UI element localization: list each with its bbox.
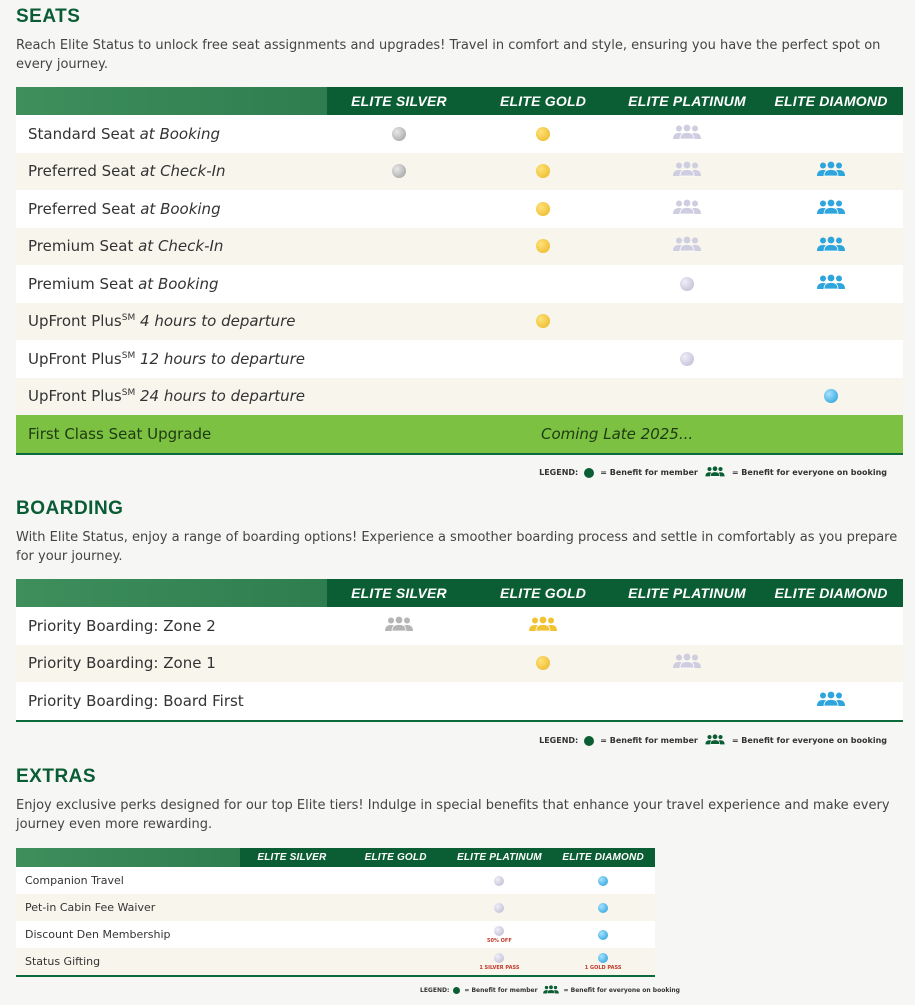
service-mark: SM: [121, 350, 136, 361]
seats-row: [16, 340, 903, 378]
seats-legend: [539, 466, 887, 479]
tier-diamond-header: ELITE DIAMOND: [562, 852, 644, 863]
benefit-name: Preferred Seat: [28, 199, 136, 218]
benefit-qualifier: at Check-In: [135, 162, 226, 181]
cell-diamond: [759, 607, 903, 645]
legend-member: = Benefit for member: [600, 468, 698, 477]
member-benefit-dot-icon: [536, 127, 550, 141]
benefit-label: [16, 692, 327, 710]
everyone-benefit-group-icon: [671, 653, 703, 673]
everyone-benefit-group-icon: [383, 616, 415, 636]
tier-gold-header: ELITE GOLD: [364, 852, 427, 863]
tier-platinum-header: ELITE PLATINUM: [456, 852, 542, 863]
cell-silver: [327, 607, 471, 645]
member-benefit-dot-icon: [598, 876, 608, 886]
benefit-label: [16, 955, 240, 968]
legend-label: LEGEND:: [539, 736, 579, 745]
seats-row: [16, 115, 903, 153]
cell-gold: [471, 303, 615, 341]
cell-platinum: [448, 921, 552, 948]
cell-gold: [471, 265, 615, 303]
cell-diamond: [551, 867, 655, 894]
benefit-name: Pet-in Cabin Fee Waiver: [25, 901, 156, 914]
cell-platinum: [615, 153, 759, 191]
service-mark: SM: [121, 388, 136, 399]
cell-diamond: [759, 645, 903, 683]
benefit-qualifier: at Booking: [134, 124, 220, 143]
benefit-note: 1 SILVER PASS: [479, 964, 520, 971]
cell-platinum: [615, 228, 759, 266]
cell-diamond: [551, 894, 655, 921]
benefit-label: [16, 125, 327, 143]
cell-platinum: [615, 682, 759, 720]
boarding-title: BOARDING: [16, 498, 124, 519]
legend-everyone: = Benefit for everyone on booking: [731, 736, 887, 745]
boarding-description: With Elite Status, enjoy a range of boarding options! Experience a smoother boarding process and settle in comfortably as you prepare for your journey.: [16, 530, 898, 564]
cell-diamond: [759, 190, 903, 228]
upgrade-label: First Class Seat Upgrade: [28, 424, 212, 443]
cell-gold: [471, 228, 615, 266]
cell-platinum: [615, 607, 759, 645]
cell-silver: [327, 265, 471, 303]
benefit-label: [16, 874, 240, 887]
everyone-benefit-group-icon: [671, 124, 703, 144]
benefit-label: [16, 350, 327, 368]
tier-silver-header: ELITE SILVER: [257, 852, 327, 863]
benefit-name: Companion Travel: [25, 874, 124, 887]
group-icon: [704, 734, 726, 747]
upgrade-status: Coming Late 2025...: [541, 424, 694, 443]
everyone-benefit-group-icon: [671, 161, 703, 181]
cell-platinum: [615, 115, 759, 153]
cell-diamond: [759, 265, 903, 303]
benefit-name: UpFront Plus: [28, 312, 122, 331]
benefit-qualifier: 4 hours to departure: [135, 312, 296, 331]
member-benefit-dot-icon: [680, 277, 694, 291]
first-class-upgrade-row: [16, 415, 903, 453]
member-benefit-dot-icon: [598, 930, 608, 940]
member-dot-icon: [584, 468, 594, 478]
cell-silver: [327, 153, 471, 191]
benefit-name: Status Gifting: [25, 955, 101, 968]
member-benefit-dot-icon: [536, 202, 550, 216]
benefit-label: [16, 617, 327, 635]
cell-diamond: [759, 303, 903, 341]
tier-gold-header: ELITE GOLD: [500, 93, 586, 109]
everyone-benefit-group-icon: [671, 236, 703, 256]
cell-diamond: [759, 682, 903, 720]
everyone-benefit-group-icon: [671, 199, 703, 219]
tier-platinum-header: ELITE PLATINUM: [628, 585, 746, 601]
benefit-label: [16, 200, 327, 218]
seats-table-header: [16, 87, 903, 115]
benefit-note: 1 GOLD PASS: [584, 964, 622, 971]
benefit-name: UpFront Plus: [28, 387, 122, 406]
cell-silver: [327, 303, 471, 341]
legend-label: LEGEND:: [420, 987, 450, 994]
cell-gold: [471, 190, 615, 228]
cell-gold: [471, 682, 615, 720]
cell-gold: [344, 867, 448, 894]
cell-silver: [240, 894, 344, 921]
cell-silver: [240, 867, 344, 894]
member-dot-icon: [453, 987, 460, 994]
extras-row: [16, 921, 655, 948]
everyone-benefit-group-icon: [527, 616, 559, 636]
extras-row: [16, 948, 655, 975]
member-benefit-dot-icon: [680, 352, 694, 366]
benefit-label: [16, 901, 240, 914]
benefit-label: [16, 312, 327, 330]
cell-diamond: [759, 115, 903, 153]
tier-platinum-header: ELITE PLATINUM: [628, 93, 746, 109]
cell-platinum: [615, 190, 759, 228]
cell-platinum: [615, 378, 759, 416]
cell-silver: [327, 378, 471, 416]
cell-gold: [471, 153, 615, 191]
cell-silver: [327, 645, 471, 683]
extras-row: [16, 867, 655, 894]
seats-row: [16, 303, 903, 341]
cell-diamond: [551, 948, 655, 975]
cell-silver: [327, 228, 471, 266]
legend-member: = Benefit for member: [600, 736, 698, 745]
benefit-label: [16, 654, 327, 672]
member-benefit-dot-icon: [392, 164, 406, 178]
seats-row: [16, 228, 903, 266]
cell-platinum: [615, 340, 759, 378]
tier-gold-header: ELITE GOLD: [500, 585, 586, 601]
cell-platinum: [615, 303, 759, 341]
benefit-name: Priority Boarding: Board First: [28, 691, 244, 710]
benefit-qualifier: at Booking: [135, 199, 221, 218]
cell-silver: [327, 682, 471, 720]
boarding-row: [16, 645, 903, 683]
cell-platinum: [615, 645, 759, 683]
cell-silver: [240, 921, 344, 948]
member-benefit-dot-icon: [536, 314, 550, 328]
member-benefit-dot-icon: [536, 239, 550, 253]
everyone-benefit-group-icon: [815, 236, 847, 256]
boarding-row: [16, 607, 903, 645]
extras-table: [16, 848, 655, 977]
benefit-name: Priority Boarding: Zone 1: [28, 654, 216, 673]
boarding-legend: [539, 734, 887, 747]
boarding-table-header: [16, 579, 903, 607]
cell-silver: [327, 190, 471, 228]
tier-silver-header: ELITE SILVER: [351, 585, 447, 601]
seats-description: Reach Elite Status to unlock free seat assignments and upgrades! Travel in comfort and style, ensuring you have the perfect spot on every journey.: [16, 38, 881, 72]
boarding-row: [16, 682, 903, 720]
member-benefit-dot-icon: [536, 656, 550, 670]
benefit-qualifier: 12 hours to departure: [135, 349, 306, 368]
legend-everyone: = Benefit for everyone on booking: [731, 468, 887, 477]
cell-diamond: [759, 153, 903, 191]
member-benefit-dot-icon: [536, 164, 550, 178]
benefit-name: Premium Seat: [28, 237, 134, 256]
cell-platinum: [448, 867, 552, 894]
cell-gold: [471, 340, 615, 378]
group-icon: [704, 466, 726, 479]
seats-title: SEATS: [16, 6, 81, 27]
cell-gold: [471, 645, 615, 683]
tier-diamond-header: ELITE DIAMOND: [774, 93, 888, 109]
cell-diamond: [759, 340, 903, 378]
cell-platinum: [615, 265, 759, 303]
seats-row: [16, 153, 903, 191]
benefit-label: [16, 387, 327, 405]
benefit-label: [16, 275, 327, 293]
everyone-benefit-group-icon: [815, 691, 847, 711]
tier-diamond-header: ELITE DIAMOND: [774, 585, 888, 601]
cell-gold: [344, 948, 448, 975]
legend-everyone: = Benefit for everyone on booking: [563, 987, 680, 994]
extras-row: [16, 894, 655, 921]
benefit-label: [16, 162, 327, 180]
cell-gold: [344, 894, 448, 921]
cell-silver: [327, 340, 471, 378]
everyone-benefit-group-icon: [815, 274, 847, 294]
cell-diamond: [759, 378, 903, 416]
benefit-label: [16, 237, 327, 255]
member-benefit-dot-icon: [598, 903, 608, 913]
everyone-benefit-group-icon: [815, 199, 847, 219]
cell-gold: [471, 115, 615, 153]
cell-diamond: [759, 228, 903, 266]
member-benefit-dot-icon: [392, 127, 406, 141]
seats-row: [16, 265, 903, 303]
benefit-name: Priority Boarding: Zone 2: [28, 616, 216, 635]
extras-legend: [420, 985, 680, 996]
benefit-name: UpFront Plus: [28, 349, 122, 368]
header-lead: [16, 87, 327, 115]
cell-gold: [471, 607, 615, 645]
seats-row: [16, 378, 903, 416]
benefit-qualifier: at Check-In: [133, 237, 224, 256]
benefit-note: 50% OFF: [486, 937, 512, 944]
member-benefit-dot-icon: [494, 926, 504, 936]
benefit-qualifier: at Booking: [133, 274, 219, 293]
legend-member: = Benefit for member: [464, 987, 538, 994]
member-benefit-dot-icon: [598, 953, 608, 963]
benefit-label: [16, 928, 240, 941]
cell-gold: [471, 378, 615, 416]
seats-table: [16, 87, 903, 455]
member-benefit-dot-icon: [494, 953, 504, 963]
member-benefit-dot-icon: [494, 876, 504, 886]
tier-silver-header: ELITE SILVER: [351, 93, 447, 109]
cell-platinum: [448, 948, 552, 975]
cell-gold: [344, 921, 448, 948]
member-dot-icon: [584, 736, 594, 746]
member-benefit-dot-icon: [824, 389, 838, 403]
benefit-name: Standard Seat: [28, 124, 135, 143]
boarding-table: [16, 579, 903, 722]
cell-silver: [240, 948, 344, 975]
group-icon: [542, 985, 560, 996]
extras-title: EXTRAS: [16, 766, 97, 787]
benefit-qualifier: 24 hours to departure: [135, 387, 306, 406]
legend-label: LEGEND:: [539, 468, 579, 477]
extras-table-header: [16, 848, 655, 867]
seats-row: [16, 190, 903, 228]
cell-diamond: [551, 921, 655, 948]
member-benefit-dot-icon: [494, 903, 504, 913]
benefit-name: Preferred Seat: [28, 162, 136, 181]
everyone-benefit-group-icon: [815, 161, 847, 181]
service-mark: SM: [121, 313, 136, 324]
benefit-name: Premium Seat: [28, 274, 134, 293]
cell-silver: [327, 115, 471, 153]
extras-description: Enjoy exclusive perks designed for our top Elite tiers! Indulge in special benefits that enhance your travel experience and make every journey even more rewarding.: [16, 798, 890, 832]
cell-platinum: [448, 894, 552, 921]
benefit-name: Discount Den Membership: [25, 928, 171, 941]
